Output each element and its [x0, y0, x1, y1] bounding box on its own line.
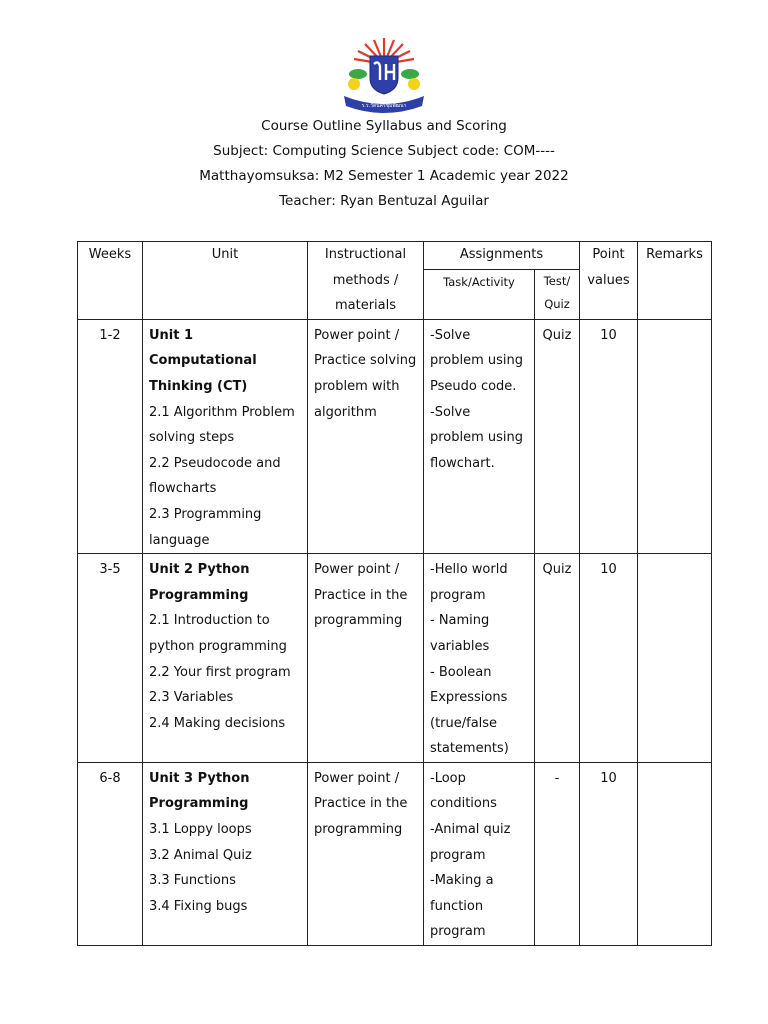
task-cell — [424, 319, 535, 553]
col-header-test-quiz: Test/ Quiz — [535, 270, 580, 320]
col-header-task-activity: Task/Activity — [424, 270, 535, 320]
col-header-remarks: Remarks — [638, 242, 712, 320]
document-header — [0, 114, 768, 214]
task-item: -Animal quiz program — [430, 822, 511, 863]
topic-item: 2.3 Programming language — [149, 506, 262, 548]
remarks-cell — [638, 554, 712, 763]
remarks-cell — [638, 319, 712, 553]
remarks-cell — [638, 762, 712, 945]
unit-cell — [143, 319, 308, 553]
topic-item: 2.3 Variables — [149, 690, 234, 706]
weeks-cell: 3-5 — [78, 554, 143, 763]
methods-cell: Power point / Practice in the programming — [308, 762, 424, 945]
test-cell: Quiz — [535, 554, 580, 763]
level-line: Matthayomsuksa: M2 Semester 1 Academic year 2022 — [199, 168, 569, 184]
col-header-weeks: Weeks — [78, 242, 143, 320]
test-cell: - — [535, 762, 580, 945]
col-header-instructional: Instructional methods / materials — [308, 242, 424, 320]
topic-item: 3.4 Fixing bugs — [149, 898, 248, 914]
unit-title: Unit 1 Computational Thinking (CT) — [149, 327, 257, 394]
table-row — [78, 554, 712, 763]
unit-title: Unit 2 Python Programming — [149, 562, 250, 603]
topic-item: 3.2 Animal Quiz — [149, 847, 252, 863]
unit-cell — [143, 762, 308, 945]
task-item: -Hello world program — [430, 562, 508, 603]
syllabus-table — [77, 241, 712, 946]
methods-cell: Power point / Practice in the programming — [308, 554, 424, 763]
topic-item: 2.1 Introduction to python programming — [149, 613, 287, 654]
task-item: - Boolean Expressions (true/false statements) — [430, 664, 509, 757]
table-row — [78, 319, 712, 553]
school-emblem-icon — [336, 34, 432, 114]
task-item: -Solve problem using flowchart. — [430, 404, 524, 471]
test-cell: Quiz — [535, 319, 580, 553]
weeks-cell: 6-8 — [78, 762, 143, 945]
task-item: - Naming variables — [430, 613, 490, 654]
col-header-assignments: Assignments — [424, 242, 580, 270]
col-header-unit: Unit — [143, 242, 308, 320]
teacher-name: Ryan Bentuzal Aguilar — [340, 193, 489, 209]
table-row — [78, 762, 712, 945]
topic-item: 3.3 Functions — [149, 873, 236, 889]
topic-item: 2.4 Making decisions — [149, 715, 286, 731]
svg-text:ร.ร.วัดนครชุมพัฒนา: ร.ร.วัดนครชุมพัฒนา — [361, 103, 407, 109]
points-cell: 10 — [580, 554, 638, 763]
weeks-cell: 1-2 — [78, 319, 143, 553]
methods-cell: Power point / Practice solving problem with algorithm — [308, 319, 424, 553]
teacher-line — [0, 189, 768, 214]
subject-line: Subject: Computing Science Subject code: COM---- — [213, 143, 555, 159]
document-title: Course Outline Syllabus and Scoring — [261, 118, 507, 134]
task-item: -Loop conditions — [430, 770, 497, 812]
points-cell: 10 — [580, 319, 638, 553]
points-cell: 10 — [580, 762, 638, 945]
unit-cell — [143, 554, 308, 763]
topic-item: 2.2 Your first program — [149, 664, 291, 680]
topic-item: 3.1 Loppy loops — [149, 822, 252, 838]
task-item: -Solve problem using Pseudo code. — [430, 327, 524, 394]
topic-item: 2.1 Algorithm Problem solving steps — [149, 404, 295, 446]
header-row — [78, 242, 712, 270]
topic-item: 2.2 Pseudocode and flowcharts — [149, 455, 281, 497]
unit-title: Unit 3 Python Programming — [149, 770, 250, 812]
col-header-point-values: Point values — [580, 242, 638, 320]
task-item: -Making a function program — [430, 873, 494, 940]
task-cell — [424, 554, 535, 763]
task-cell — [424, 762, 535, 945]
teacher-label: Teacher: — [279, 193, 336, 209]
